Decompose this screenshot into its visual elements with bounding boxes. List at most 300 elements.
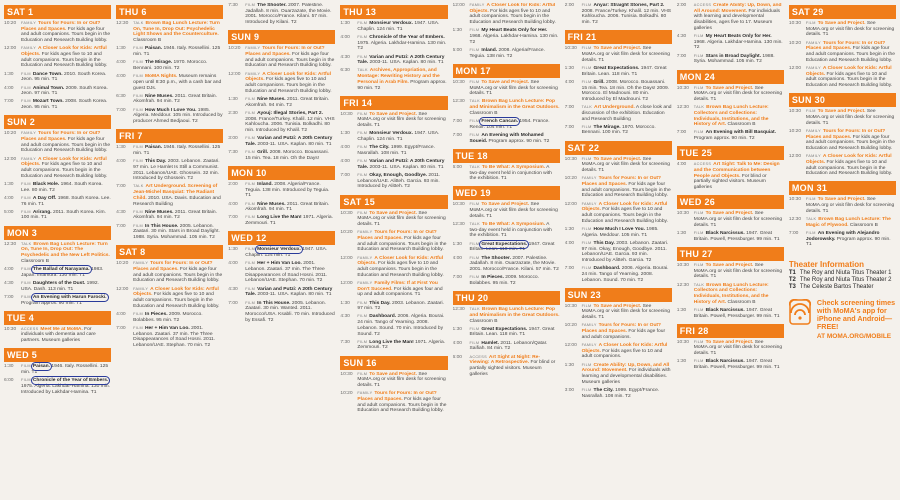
event-listing[interactable]	[789, 129, 896, 152]
event-listing[interactable]	[340, 211, 447, 228]
event-title: Hamlet.	[481, 340, 500, 346]
event-category: FILM	[581, 303, 592, 308]
event-listing[interactable]	[4, 210, 111, 221]
event-category: FILM	[245, 136, 256, 141]
event-category: FILM	[581, 240, 592, 245]
event-listing[interactable]	[4, 157, 111, 180]
event-listing[interactable]	[340, 55, 447, 66]
event-listing[interactable]	[116, 74, 223, 91]
event-body	[694, 263, 784, 280]
calendar-column	[677, 3, 784, 500]
event-body	[357, 211, 447, 228]
event-description: Classroom B	[133, 38, 162, 44]
event-time: 7:00	[4, 99, 14, 105]
event-listing[interactable]	[789, 66, 896, 89]
event-listing[interactable]	[340, 112, 447, 129]
event-body	[21, 99, 111, 110]
event-time: 10:30	[788, 109, 802, 115]
event-description: 2008. Algeria/France. Teguia. 138 min. Introduced by Teguia. T1	[245, 181, 330, 199]
event-description: For kids ages five to 10 and adult companions. Tours begin in the Education and Research Building lobby.	[581, 207, 668, 224]
event-listing[interactable]	[565, 66, 672, 77]
event-listing[interactable]	[116, 184, 223, 207]
event-description: 1975. Algeria. Lakhdar-Hamina. 130 min. T2	[357, 40, 447, 52]
event-listing[interactable]	[453, 256, 560, 273]
day-header: SAT 15	[340, 195, 447, 209]
event-body	[21, 157, 111, 180]
event-listing[interactable]	[116, 261, 223, 284]
event-time: 1:30	[676, 307, 687, 313]
event-time: 7:00	[116, 184, 126, 190]
event-category: FILM	[581, 362, 592, 367]
event-listing[interactable]	[116, 312, 223, 323]
event-listing[interactable]	[453, 355, 560, 378]
calendar-column	[228, 3, 335, 500]
event-description: For individuals with learning and developmental disabilities, ages five to 17. Museum galleries	[693, 8, 780, 31]
event-listing[interactable]	[228, 247, 335, 258]
day-header: TUE 4	[4, 311, 111, 325]
event-listing[interactable]	[453, 327, 560, 338]
event-description: 2008. Morocco. Bouassani. 15 min. Tea. 18 min. Oh the Days!	[245, 150, 329, 161]
event-title: The Mirage.	[144, 60, 173, 66]
event-description: Classroom B	[849, 222, 878, 228]
event-body	[470, 80, 560, 97]
event-listing[interactable]	[116, 60, 223, 71]
event-title: Brown Bag Lunch Lecture: The Magic of Plywood.	[805, 217, 891, 228]
event-listing[interactable]	[453, 202, 560, 219]
event-category: FAMILY	[21, 21, 37, 25]
event-listing[interactable]	[228, 287, 335, 298]
event-listing[interactable]	[677, 340, 784, 357]
event-listing[interactable]	[677, 231, 784, 242]
event-time: 10:30	[676, 211, 689, 217]
event-listing[interactable]	[4, 267, 111, 278]
event-title: How Much I Love You.	[593, 226, 645, 232]
event-category: FILM	[133, 209, 143, 214]
event-listing[interactable]	[565, 388, 672, 399]
event-title: To Save and Project.	[705, 339, 754, 345]
event-title: Tours for Fours: In or Out? Places and Spaces.	[21, 131, 101, 143]
event-body	[470, 341, 560, 352]
event-category: FILM	[21, 364, 31, 369]
event-description: 1970. Morocco. Bennani. 100 min. T2	[133, 60, 208, 71]
event-category: FILM	[357, 54, 368, 59]
event-category: TALK	[469, 307, 480, 312]
event-listing[interactable]	[453, 307, 560, 324]
event-listing[interactable]	[228, 215, 335, 226]
event-category: FILM	[357, 173, 368, 178]
event-listing[interactable]	[789, 109, 896, 126]
event-title: To Save and Project.	[593, 303, 642, 309]
event-category: FILM	[245, 215, 256, 220]
event-description: 2011. Great Britain. Akomfrah. 94 min. T2	[245, 96, 330, 108]
event-category: FILM	[21, 280, 31, 285]
event-listing[interactable]	[453, 165, 560, 182]
event-listing[interactable]	[4, 131, 111, 154]
day-header: WED 19	[453, 186, 560, 200]
event-time: 10:30	[564, 303, 577, 309]
event-title: Black Narcissus.	[705, 230, 745, 236]
event-listing[interactable]	[453, 275, 560, 286]
event-listing[interactable]	[4, 21, 111, 44]
event-body	[357, 55, 447, 66]
day-header: WED 12	[228, 231, 335, 245]
event-listing[interactable]	[340, 391, 447, 414]
event-category: FAMILY	[581, 176, 597, 181]
event-listing[interactable]	[453, 242, 560, 253]
event-listing[interactable]	[116, 145, 223, 156]
event-listing[interactable]	[789, 41, 896, 64]
event-listing[interactable]	[228, 97, 335, 108]
event-time: 7:30	[340, 339, 350, 345]
event-listing[interactable]	[228, 301, 335, 324]
event-description: See MoMA.org or visit film desk for screening details. T1	[805, 197, 895, 214]
event-time: 10:20	[788, 128, 802, 134]
event-title: An Evening with Harun Farocki.	[32, 294, 107, 300]
event-description: 1971. Algeria. Zemmouri. T2	[357, 339, 446, 351]
event-time: 12:00	[4, 156, 17, 162]
event-listing[interactable]	[116, 224, 223, 241]
event-listing[interactable]	[565, 266, 672, 283]
event-listing[interactable]	[340, 256, 447, 279]
event-listing[interactable]	[4, 364, 111, 375]
event-listing[interactable]	[340, 340, 447, 351]
event-body	[806, 197, 896, 214]
event-category: FILM	[693, 262, 704, 267]
event-category: FAMILY	[357, 230, 373, 235]
event-category: FILM	[21, 71, 31, 76]
event-body	[357, 21, 447, 32]
day-header: FRI 14	[340, 96, 447, 110]
event-body	[245, 261, 335, 284]
event-title: A Day Off.	[32, 195, 57, 201]
event-body	[21, 327, 111, 344]
event-listing[interactable]	[677, 54, 784, 65]
event-listing[interactable]	[565, 323, 672, 340]
event-time: 4:00	[4, 85, 14, 91]
event-listing[interactable]	[789, 197, 896, 214]
day-header: MON 3	[4, 226, 111, 240]
event-title: Varian and Putzi: A 20th Century Tale.	[357, 159, 445, 170]
event-body	[694, 86, 784, 103]
event-body	[470, 28, 560, 45]
event-description: For kids ages five to 10 and adult companions. Tours begin in the Education and Research Building lobby.	[21, 52, 108, 69]
event-listing[interactable]	[789, 21, 896, 38]
event-listing[interactable]	[453, 341, 560, 352]
event-category: FILM	[245, 201, 256, 206]
event-body	[245, 111, 335, 134]
day-header: WED 26	[677, 195, 784, 209]
event-body	[21, 131, 111, 154]
event-time: 4:00	[676, 162, 687, 168]
event-listing[interactable]	[4, 182, 111, 193]
event-description: 2011. South Korea. Kim. 100 min. T1	[21, 209, 106, 221]
event-description: See MoMA.org or visit film desk for screening details. T1	[581, 303, 670, 321]
event-time: 4:00	[4, 267, 14, 272]
event-body	[582, 241, 672, 264]
event-time: 10:20	[228, 46, 241, 52]
event-body	[133, 108, 223, 125]
event-category: FAMILY	[805, 128, 821, 133]
event-category: FAMILY	[21, 131, 37, 136]
event-description: 2007. Palestine. Jadallah. 8 min. Ouarzazate, the Movie. 2001. Morocco/France. Kilani. 57 min. T2	[469, 255, 559, 272]
event-category: FILM	[693, 85, 704, 90]
event-listing[interactable]	[453, 3, 560, 26]
event-description: 1983. Japan. Imamura. 130 min. T1	[21, 267, 104, 278]
event-description: Classroom B	[727, 299, 756, 305]
event-description: 2007. Palestine. Jadallah. 8 min. Ouarzazate, the Movie. 2001. Morocco/France. Kilani. 57 min. Introduced by Kilani. T2	[245, 3, 332, 26]
event-listing[interactable]	[4, 46, 111, 69]
event-description: 2003. Lebanon. Zaatari. 97 min. Le Hamlet Is Still a Communist. 2011. Lebanon/UAE. Ghossein. 32 min. Introduced by Ghossein. T2	[133, 159, 220, 182]
event-listing[interactable]	[340, 281, 447, 298]
event-time: 12:30	[452, 307, 465, 313]
event-category: FILM	[469, 255, 480, 260]
event-listing[interactable]	[565, 304, 672, 321]
event-time: 7:00	[452, 132, 463, 138]
event-listing[interactable]	[228, 3, 335, 26]
event-listing[interactable]	[340, 159, 447, 170]
event-category: FAMILY	[581, 323, 597, 328]
event-listing[interactable]	[677, 86, 784, 103]
event-description: For kids ages five to 10 and adult companions. Tours begin in the Education and Research Building lobby.	[805, 71, 893, 89]
event-category: FAMILY	[805, 154, 821, 159]
event-listing[interactable]	[789, 154, 896, 177]
event-body	[245, 287, 335, 298]
event-listing[interactable]	[116, 108, 223, 125]
event-category: FILM	[21, 99, 31, 104]
event-description: See MoMA.org or visit film desk for screening details. T1	[357, 210, 446, 228]
event-time: 1:30	[4, 181, 14, 187]
event-listing[interactable]	[4, 99, 111, 110]
event-time: 7:00	[452, 119, 463, 125]
event-time: 10:30	[4, 326, 17, 332]
event-description: 2008. France/Turkey. Khalil. 12 min. VHS Kahloucha. 2006. Tunisia. Bolkadhi. 80 min. T2	[581, 8, 672, 26]
event-listing[interactable]	[340, 230, 447, 253]
event-time: 5:00	[452, 47, 463, 53]
event-listing[interactable]	[116, 94, 223, 105]
event-description: For kids ages five to 10 and adult companions. Tours begin in the Education and Research Building lobby.	[805, 159, 893, 177]
day-header: WED 5	[4, 348, 111, 362]
event-category: FILM	[357, 21, 368, 25]
event-listing[interactable]	[4, 281, 111, 292]
event-body	[582, 323, 672, 340]
event-title: To Save and Project.	[481, 79, 530, 85]
event-time: 4:30	[228, 286, 238, 292]
event-listing[interactable]	[789, 217, 896, 228]
event-description: Classroom B	[727, 122, 756, 128]
event-time: 4:00	[116, 60, 126, 66]
event-category: ACCESS	[693, 3, 712, 7]
event-title: Great Expectations.	[481, 241, 528, 247]
event-title: To Save and Project.	[817, 109, 866, 115]
event-body	[582, 202, 672, 225]
event-description: 1968. Algeria. Lakhdar-Hamina. 130 min. T2	[469, 34, 559, 45]
event-listing[interactable]	[565, 363, 672, 386]
event-time: 7:00	[116, 223, 126, 229]
event-listing[interactable]	[4, 86, 111, 97]
event-category: FILM	[133, 93, 143, 98]
event-listing[interactable]	[565, 46, 672, 63]
event-listing[interactable]	[677, 211, 784, 228]
event-body	[133, 74, 223, 91]
event-listing[interactable]	[116, 21, 223, 44]
event-body	[133, 159, 223, 182]
event-time: 4:00	[452, 255, 463, 261]
event-description: Program approx. 90 min. T2	[357, 79, 447, 91]
calendar-column	[340, 3, 447, 500]
event-title: The Ballad of Narayama.	[32, 267, 90, 272]
event-description: For blind or partially sighted visitors. Museum galleries	[693, 173, 767, 191]
mobile-promo-text: Check screening times with MoMA's app for iPhone and Android—FREE!	[816, 297, 896, 332]
event-description: For kids ages five to 10 and adult companions. Tours begin in the Education and Research Building lobby.	[21, 162, 108, 179]
event-listing[interactable]	[4, 378, 111, 395]
day-header: MON 17	[453, 64, 560, 78]
event-time: 1:30	[676, 359, 687, 365]
event-listing[interactable]	[4, 295, 111, 306]
event-time: 4:00	[116, 311, 126, 317]
event-category: FILM	[133, 60, 143, 65]
event-description: See MoMA.org or visit film desk for screening details. T1	[357, 371, 446, 389]
event-listing[interactable]	[4, 327, 111, 344]
event-description: 1947. USA. Chaplin. 124 min. T1	[357, 21, 440, 32]
event-listing[interactable]	[4, 242, 111, 265]
event-time: 4:30	[676, 34, 687, 40]
event-listing[interactable]	[453, 48, 560, 59]
event-category: FILM	[581, 79, 592, 84]
event-listing[interactable]	[677, 308, 784, 319]
theater-name: The Roy and Niuta Titus Theater 2	[799, 276, 892, 283]
event-listing[interactable]	[677, 130, 784, 141]
event-listing[interactable]	[228, 202, 335, 213]
event-listing[interactable]	[116, 46, 223, 57]
event-title: Anyar: Straight Stories, Part 2.	[593, 3, 665, 8]
event-listing[interactable]	[453, 119, 560, 130]
event-listing[interactable]	[565, 241, 672, 264]
event-listing[interactable]	[116, 210, 223, 221]
event-description: See MoMA.org or visit film desk for screening details. T1	[805, 21, 895, 38]
event-time: 10:30	[788, 21, 802, 26]
event-listing[interactable]	[565, 227, 672, 238]
event-listing[interactable]	[789, 231, 896, 248]
event-listing[interactable]	[340, 173, 447, 190]
event-listing[interactable]	[340, 21, 447, 32]
event-listing[interactable]	[453, 28, 560, 45]
event-listing[interactable]	[340, 145, 447, 156]
mobile-promo-url[interactable]: AT MOMA.ORG/MOBILE	[816, 333, 892, 341]
event-listing[interactable]	[565, 157, 672, 174]
event-body	[806, 21, 896, 38]
event-listing[interactable]	[565, 176, 672, 199]
event-listing[interactable]	[677, 359, 784, 370]
event-listing[interactable]	[453, 80, 560, 97]
event-description: For kids age four and adult companions. Tours begin in the Education and Research Building lobby.	[357, 235, 447, 253]
event-body	[245, 182, 335, 199]
event-listing[interactable]	[340, 131, 447, 142]
event-listing[interactable]	[340, 314, 447, 337]
event-category: FILM	[469, 241, 480, 246]
event-listing[interactable]	[565, 80, 672, 103]
event-listing[interactable]	[228, 111, 335, 134]
event-category: FILM	[245, 110, 256, 115]
event-title: The City.	[369, 145, 390, 151]
event-listing[interactable]	[677, 283, 784, 306]
event-category: FILM	[133, 145, 143, 150]
event-time: 1:30	[116, 145, 126, 151]
event-listing[interactable]	[565, 343, 672, 360]
event-listing[interactable]	[228, 150, 335, 161]
event-listing[interactable]	[116, 287, 223, 310]
event-title: An Evening with Alejandro Jodorowsky.	[805, 230, 880, 242]
event-title: The Shooter.	[481, 255, 511, 261]
event-title: My Heart Beats Only for Her.	[705, 34, 772, 40]
event-listing[interactable]	[565, 202, 672, 225]
event-listing[interactable]	[677, 162, 784, 191]
event-time: 7:00	[4, 294, 14, 300]
event-category: FILM	[693, 339, 704, 344]
event-title: Family Films: If at First You Don't Succeed.	[357, 280, 438, 292]
event-time: 6:00	[4, 378, 14, 384]
event-category: FILM	[805, 109, 816, 114]
event-listing[interactable]	[4, 196, 111, 207]
event-listing[interactable]	[677, 263, 784, 280]
event-category: FAMILY	[133, 286, 149, 291]
event-body	[357, 230, 447, 253]
event-category: FILM	[693, 130, 704, 135]
event-listing[interactable]	[228, 136, 335, 147]
event-description: A two-day event held in conjunction with the exhibition. T1	[469, 164, 552, 182]
event-category: FILM	[133, 223, 143, 228]
event-listing[interactable]	[4, 72, 111, 83]
event-body	[470, 307, 560, 324]
event-listing[interactable]	[116, 159, 223, 182]
event-listing[interactable]	[565, 3, 672, 26]
event-body	[21, 210, 111, 221]
event-listing[interactable]	[677, 34, 784, 51]
event-description: 2001. Lebanon. Zaatari. 37 min. The Three Disappearances of Soad Hosni. 2011. Lebanon/UAE. Stephan. 70 min. T2	[245, 261, 328, 284]
event-description: 1947. Great Britain. Powell, Pressburger. 99 min. T1	[693, 307, 780, 319]
event-listing[interactable]	[453, 133, 560, 144]
event-listing[interactable]	[116, 326, 223, 349]
event-listing[interactable]	[453, 99, 560, 116]
event-title: To Save and Project.	[705, 85, 754, 91]
event-title: Create Ability: Up, Down, and All Around: Movement.	[693, 3, 782, 14]
event-time: 4:00	[340, 34, 350, 40]
event-listing[interactable]	[677, 105, 784, 128]
event-body	[694, 359, 784, 370]
event-category: FILM	[805, 197, 816, 202]
event-listing[interactable]	[228, 72, 335, 95]
event-time: 7:00	[564, 266, 575, 272]
event-category: FILM	[357, 339, 368, 344]
event-listing[interactable]	[228, 46, 335, 69]
event-listing[interactable]	[340, 68, 447, 91]
event-body	[582, 227, 672, 238]
day-header: MON 24	[677, 70, 784, 84]
event-body	[133, 60, 223, 71]
event-listing[interactable]	[677, 3, 784, 32]
event-listing[interactable]	[340, 35, 447, 52]
event-listing[interactable]	[565, 105, 672, 122]
event-description: For kids age four and adult companions. Tours begin in the Education and Research Building lobby.	[805, 134, 895, 151]
event-listing[interactable]	[228, 182, 335, 199]
event-category: TALK	[357, 68, 368, 73]
event-listing[interactable]	[453, 222, 560, 239]
event-listing[interactable]	[565, 125, 672, 136]
event-listing[interactable]	[228, 261, 335, 284]
event-title: French Cancan.	[481, 119, 519, 125]
event-description: 2005. Lebanon. Zaatari. 30 min. Wanted. 2011. Morocco/USA. Ksabli. 70 min. Introduced by Essafi. T2	[245, 300, 335, 323]
event-listing[interactable]	[340, 301, 447, 312]
event-listing[interactable]	[340, 372, 447, 389]
